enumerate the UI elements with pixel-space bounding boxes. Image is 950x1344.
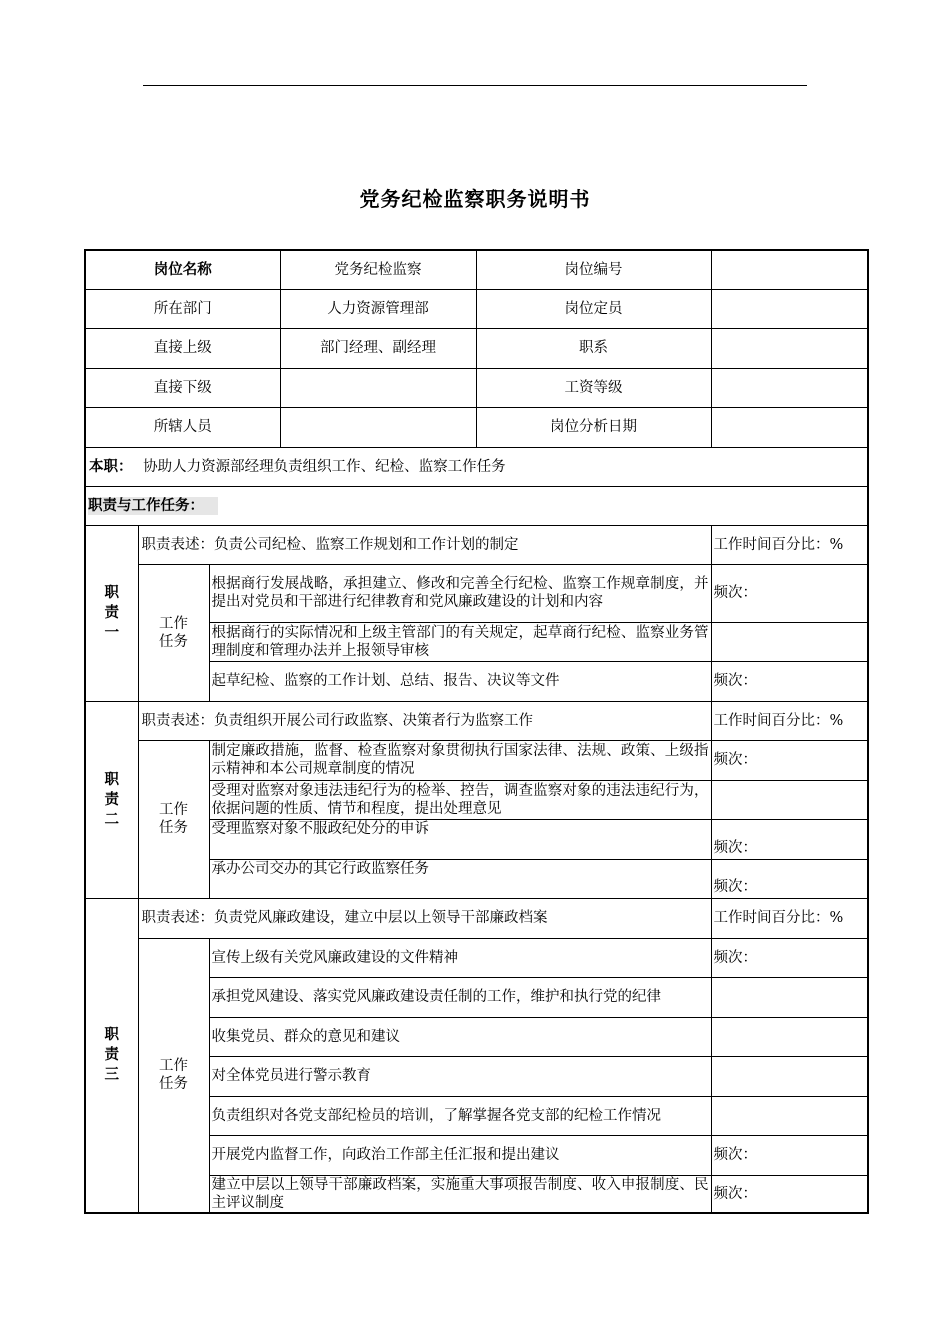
task-text: 对全体党员进行警示教育 [209,1056,711,1096]
task-row [85,938,868,977]
work-task-label: 工作任务 [138,564,209,701]
task-text: 负责组织对各党支部纪检员的培训，了解掌握各党支部的纪检工作情况 [209,1096,711,1135]
duty-statement-row [85,525,868,564]
info-label: 所辖人员 [85,407,280,447]
task-text: 根据商行的实际情况和上级主管部门的有关规定，起草商行纪检、监察业务管理制度和管理办法并上报领导审核 [209,622,711,661]
info-label: 所在部门 [85,289,280,328]
duty-label: 职 责 一 [85,525,138,701]
header-rule [143,85,807,86]
task-text: 起草纪检、监察的工作计划、总结、报告、决议等文件 [209,661,711,701]
info-value [711,328,868,368]
work-task-label: 工作任务 [138,938,209,1213]
info-value: 部门经理、副经理 [280,328,476,368]
task-frequency: 频次： [711,661,868,701]
time-percent: 工作时间百分比：% [711,701,868,740]
main-duty-label: 本职： [89,458,133,475]
duty-statement: 职责表述：负责组织开展公司行政监察、决策者行为监察工作 [138,701,711,740]
info-value [280,407,476,447]
info-value [711,250,868,289]
info-row [85,328,868,368]
page-title: 党务纪检监察职务说明书 [359,187,591,211]
info-row [85,250,868,289]
main-duty-text: 协助人力资源部经理负责组织工作、纪检、监察工作任务 [143,458,506,475]
info-value [280,368,476,407]
info-row [85,289,868,328]
main-duty [85,447,868,486]
job-description-table [84,249,869,1214]
main-duty-row [85,447,868,486]
task-text: 受理监察对象不服政纪处分的申诉 [209,819,711,859]
section-title-cell [85,486,868,525]
task-text: 制定廉政措施，监督、检查监察对象贯彻执行国家法律、法规、政策、上级指示精神和本公司规章制度的情况 [209,740,711,780]
duty-statement: 职责表述：负责党风廉政建设，建立中层以上领导干部廉政档案 [138,898,711,938]
info-label: 岗位编号 [476,250,711,289]
duty-statement-row [85,898,868,938]
task-frequency: 频次： [711,740,868,780]
info-label: 岗位分析日期 [476,407,711,447]
info-value: 党务纪检监察 [280,250,476,289]
info-value: 人力资源管理部 [280,289,476,328]
task-text: 根据商行发展战略，承担建立、修改和完善全行纪检、监察工作规章制度，并提出对党员和干部进行纪律教育和党风廉政建设的计划和内容 [209,564,711,622]
info-label: 直接下级 [85,368,280,407]
task-frequency [711,780,868,819]
work-task-label: 工作任务 [138,740,209,898]
task-frequency [711,622,868,661]
info-label: 直接上级 [85,328,280,368]
time-percent: 工作时间百分比：% [711,898,868,938]
task-frequency [711,977,868,1017]
task-text: 收集党员、群众的意见和建议 [209,1017,711,1056]
info-label: 工资等级 [476,368,711,407]
section-title: 职责与工作任务： [88,497,218,515]
info-value [711,368,868,407]
task-frequency: 频次： [711,564,868,622]
task-text: 承办公司交办的其它行政监察任务 [209,859,711,898]
task-frequency [711,1056,868,1096]
task-row [85,740,868,780]
task-frequency: 频次： [711,1135,868,1175]
duty-statement-row [85,701,868,740]
info-value [711,407,868,447]
task-row [85,564,868,622]
section-title-row [85,486,868,525]
task-text: 开展党内监督工作，向政治工作部主任汇报和提出建议 [209,1135,711,1175]
duty-label: 职 责 三 [85,898,138,1213]
info-row [85,368,868,407]
task-text: 承担党风建设、落实党风廉政建设责任制的工作，维护和执行党的纪律 [209,977,711,1017]
info-value [711,289,868,328]
task-frequency: 频次： [711,938,868,977]
info-label: 岗位定员 [476,289,711,328]
info-label: 岗位名称 [85,250,280,289]
task-text: 建立中层以上领导干部廉政档案，实施重大事项报告制度、收入申报制度、民主评议制度 [209,1175,711,1213]
task-frequency: 频次： [711,819,868,859]
task-frequency [711,1017,868,1056]
task-text: 宣传上级有关党风廉政建设的文件精神 [209,938,711,977]
task-frequency: 频次： [711,859,868,898]
time-percent: 工作时间百分比：% [711,525,868,564]
info-label: 职系 [476,328,711,368]
task-text: 受理对监察对象违法违纪行为的检举、控告，调查监察对象的违法违纪行为，依据问题的性质、情节和程度，提出处理意见 [209,780,711,819]
info-row [85,407,868,447]
task-frequency [711,1096,868,1135]
duty-statement: 职责表述：负责公司纪检、监察工作规划和工作计划的制定 [138,525,711,564]
duty-label: 职 责 二 [85,701,138,898]
task-frequency: 频次： [711,1175,868,1213]
